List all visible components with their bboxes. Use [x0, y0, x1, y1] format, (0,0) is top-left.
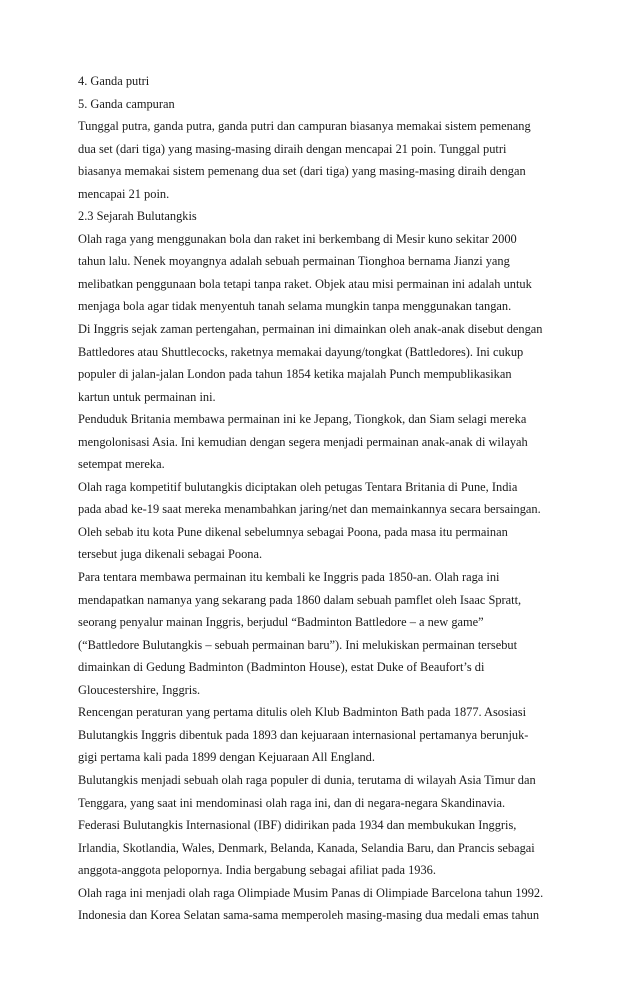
- text-line: biasanya memakai sistem pemenang dua set (dari tiga) yang masing-masing diraih dengan: [78, 164, 526, 179]
- text-line: Olah raga ini menjadi olah raga Olimpiade Musim Panas di Olimpiade Barcelona tahun 1992.: [78, 885, 544, 900]
- text-line: Federasi Bulutangkis Internasional (IBF) didirikan pada 1934 dan membukukan Inggris,: [78, 818, 517, 833]
- text-line: menjaga bola agar tidak menyentuh tanah selama mungkin tanpa menggunakan tangan.: [78, 299, 512, 314]
- text-line: Gloucestershire, Inggris.: [78, 682, 201, 697]
- text-line: (“Battledore Bulutangkis – sebuah permainan baru”). Ini melukiskan permainan tersebut: [78, 637, 518, 652]
- text-line: Irlandia, Skotlandia, Wales, Denmark, Belanda, Kanada, Selandia Baru, dan Prancis sebagai: [78, 840, 535, 855]
- text-line: tersebut juga dikenali sebagai Poona.: [78, 547, 263, 562]
- list-item-ganda-putri: 4. Ganda putri: [78, 74, 150, 88]
- text-line: Tenggara, yang saat ini mendominasi olah raga ini, dan di negara-negara Skandinavia.: [78, 795, 506, 810]
- text-line: Battledores atau Shuttlecocks, raketnya memakai dayung/tongkat (Battledores). Ini cukup: [78, 344, 524, 359]
- text-line: Tunggal putra, ganda putra, ganda putri dan campuran biasanya memakai sistem pemenang: [78, 119, 531, 134]
- text-line: Para tentara membawa permainan itu kembali ke Inggris pada 1850-an. Olah raga ini: [78, 570, 500, 585]
- text-line: mengolonisasi Asia. Ini kemudian dengan segera menjadi permainan anak-anak di wilayah: [78, 434, 528, 449]
- text-line: kartun untuk permainan ini.: [78, 389, 216, 404]
- text-line: setempat mereka.: [78, 457, 165, 472]
- text-line: anggota-anggota pelopornya. India bergabung sebagai afiliat pada 1936.: [78, 863, 436, 878]
- text-line: tahun lalu. Nenek moyangnya adalah sebuah permainan Tionghoa bernama Jianzi yang: [78, 254, 510, 269]
- section-heading: 2.3 Sejarah Bulutangkis: [78, 209, 197, 224]
- text-line: pada abad ke-19 saat mereka menambahkan jaring/net dan memainkannya secara bersaingan.: [78, 502, 541, 517]
- text-line: Bulutangkis menjadi sebuah olah raga populer di dunia, terutama di wilayah Asia Timur dan: [78, 772, 536, 787]
- text-line: mendapatkan namanya yang sekarang pada 1860 dalam sebuah pamflet oleh Isaac Spratt,: [78, 592, 522, 607]
- text-line: Rencengan peraturan yang pertama ditulis oleh Klub Badminton Bath pada 1877. Asosiasi: [78, 705, 527, 720]
- text-line: Olah raga kompetitif bulutangkis diciptakan oleh petugas Tentara Britania di Pune, India: [78, 479, 518, 494]
- list-item-ganda-campuran: 5. Ganda campuran: [78, 96, 175, 111]
- text-line: dimainkan di Gedung Badminton (Badminton House), estat Duke of Beaufort’s di: [78, 660, 485, 675]
- text-line: Bulutangkis Inggris dibentuk pada 1893 dan kejuaraan internasional pertamanya berunjuk-: [78, 727, 529, 742]
- text-line: melibatkan penggunaan bola tetapi tanpa raket. Objek atau misi permainan ini adalah untuk: [78, 276, 532, 291]
- document-body: [78, 70, 568, 927]
- text-line: dua set (dari tiga) yang masing-masing diraih dengan mencapai 21 poin. Tunggal putri: [78, 141, 507, 156]
- text-line: populer di jalan-jalan London pada tahun 1854 ketika majalah Punch mempublikasikan: [78, 367, 512, 382]
- text-line: Penduduk Britania membawa permainan ini ke Jepang, Tiongkok, dan Siam selagi mereka: [78, 412, 527, 427]
- text-line: Olah raga yang menggunakan bola dan raket ini berkembang di Mesir kuno sekitar 2000: [78, 231, 517, 246]
- text-line: gigi pertama kali pada 1899 dengan Kejuaraan All England.: [78, 750, 375, 765]
- text-line: seorang penyalur mainan Inggris, berjudul “Badminton Battledore – a new game”: [78, 615, 484, 630]
- text-line: Indonesia dan Korea Selatan sama-sama memperoleh masing-masing dua medali emas tahun: [78, 908, 540, 923]
- text-line: Oleh sebab itu kota Pune dikenal sebelumnya sebagai Poona, pada masa itu permainan: [78, 524, 508, 539]
- text-line: mencapai 21 poin.: [78, 186, 170, 201]
- text-line: Di Inggris sejak zaman pertengahan, permainan ini dimainkan oleh anak-anak disebut dengan: [78, 322, 543, 337]
